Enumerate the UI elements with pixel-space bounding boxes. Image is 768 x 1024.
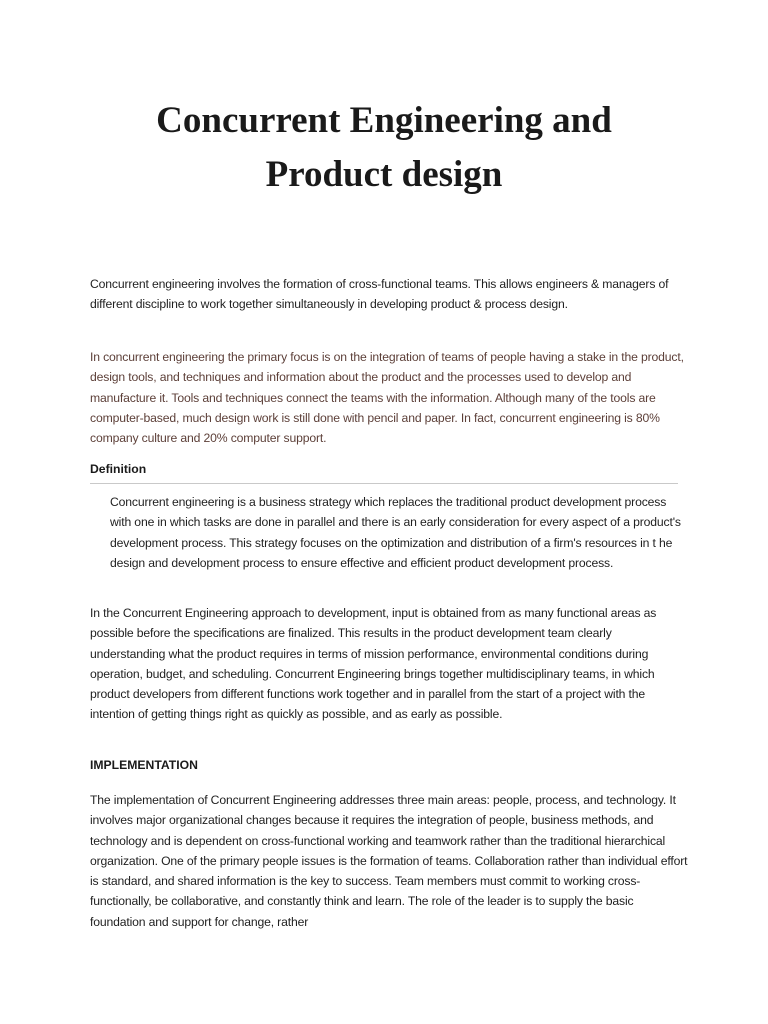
page-title — [80, 94, 688, 202]
title-line-2: Product design — [265, 154, 503, 195]
approach-paragraph: In the Concurrent Engineering approach to development, input is obtained from as many functional areas as possible before the specifications are finalized. This results in the product development team clearly understanding what the product requires in terms of mission performance, environmental conditions during operation, budget, and scheduling. Concurrent Engineering brings together multidisciplinary teams, in which product developers from different functions work together and in parallel from the start of a project with the intention of getting things right as quickly as possible, and as early as possible. — [90, 606, 657, 722]
implementation-paragraph: The implementation of Concurrent Engineering addresses three main areas: people, process, and technology. It involves major organizational changes because it requires the integration of people, business methods, and technology and is dependent on cross-functional working and teamwork rather than the traditional hierarchical organization. One of the primary people issues is the formation of teams. Collaboration rather than individual effort is standard, and shared information is the key to success. Team members must commit to working cross-functionally, be collaborative, and constantly think and learn. The role of the leader is to supply the basic foundation and support for change, rather — [90, 793, 688, 929]
focus-paragraph: In concurrent engineering the primary focus is on the integration of teams of people having a stake in the product, design tools, and techniques and information about the product and the processes used to develop and manufacture it. Tools and techniques connect the teams with the information. Although many of the tools are computer-based, much design work is still done with pencil and paper. In fact, concurrent engineering is 80% company culture and 20% computer support. — [90, 350, 684, 446]
definition-divider — [90, 483, 678, 484]
intro-paragraph: Concurrent engineering involves the formation of cross-functional teams. This allows engineers & managers of different discipline to work together simultaneously in developing product & process design. — [90, 277, 669, 312]
implementation-heading: IMPLEMENTATION — [90, 758, 198, 772]
title-line-1: Concurrent Engineering and — [156, 100, 612, 141]
definition-paragraph: Concurrent engineering is a business strategy which replaces the traditional product development process with one in which tasks are done in parallel and there is an early consideration for every aspect of a product's development process. This strategy focuses on the optimization and distribution of a firm's resources in t he design and development process to ensure effective and efficient product development process. — [110, 495, 681, 570]
definition-heading: Definition — [90, 462, 147, 476]
